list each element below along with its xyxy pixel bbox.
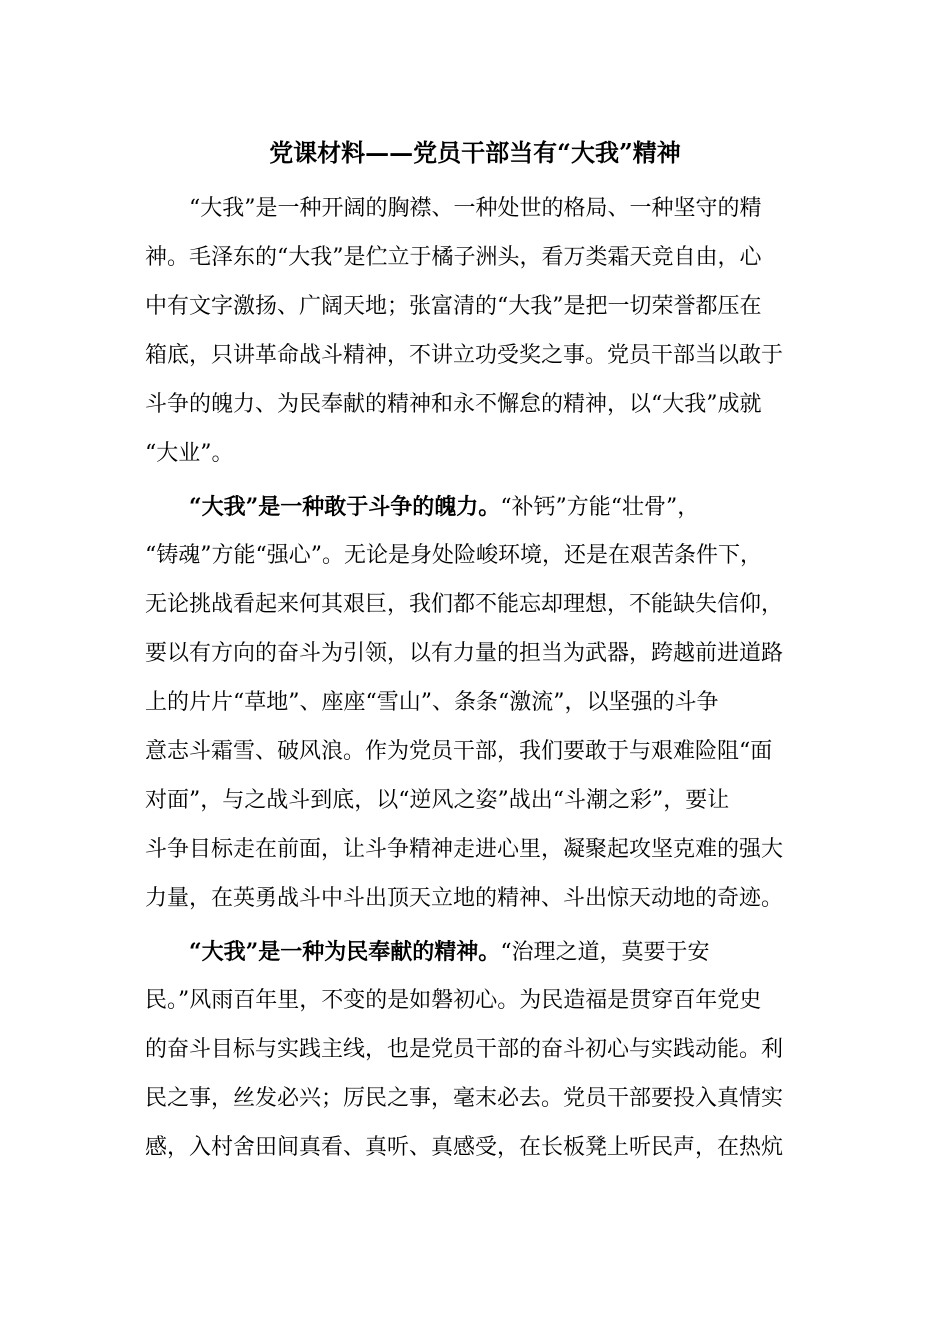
- paragraph-line: [189, 937, 710, 968]
- paragraph-line: 的奋斗目标与实践主线，也是党员干部的奋斗初心与实践动能。利: [145, 1037, 784, 1062]
- paragraph-line: “大业”。: [145, 441, 234, 466]
- document-title: 党课材料——党员干部当有“大我”精神: [269, 138, 681, 167]
- paragraph-line: 神。毛泽东的“大我”是伫立于橘子洲头，看万类霜天竞自由，心: [145, 245, 762, 270]
- paragraph-line: 斗争目标走在前面，让斗争精神走进心里，凝聚起攻坚克难的强大: [145, 837, 784, 862]
- paragraph-line: 斗争的魄力、为民奉献的精神和永不懈怠的精神，以“大我”成就: [145, 392, 762, 417]
- paragraph-line: “铸魂”方能“强心”。无论是身处险峻环境，还是在艰苦条件下，: [145, 543, 762, 568]
- paragraph-line: 上的片片“草地”、座座“雪山”、条条“激流”，以坚强的斗争: [145, 690, 719, 715]
- paragraph-line: 力量，在英勇战斗中斗出顶天立地的精神、斗出惊天动地的奇迹。: [145, 886, 784, 911]
- paragraph-line-text: “补钙”方能“壮骨”，: [500, 495, 700, 520]
- paragraph-line: 意志斗霜雪、破风浪。作为党员干部，我们要敢于与艰难险阻“面: [145, 739, 773, 764]
- paragraph-line: 中有文字激扬、广阔天地；张富清的“大我”是把一切荣誉都压在: [145, 294, 762, 319]
- paragraph-line: [189, 492, 699, 523]
- paragraph-heading: “大我”是一种敢于斗争的魄力。: [189, 494, 501, 520]
- paragraph-line: 民之事，丝发必兴；厉民之事，毫末必去。党员干部要投入真情实: [145, 1086, 784, 1111]
- paragraph-line: 感，入村舍田间真看、真听、真感受，在长板凳上听民声，在热炕: [145, 1135, 784, 1160]
- paragraph-heading: “大我”是一种为民奉献的精神。: [189, 939, 501, 965]
- paragraph-line: 民。”风雨百年里，不变的是如磐初心。为民造福是贯穿百年党史: [145, 988, 762, 1013]
- paragraph-line: 对面”，与之战斗到底，以“逆风之姿”战出“斗潮之彩”，要让: [145, 788, 730, 813]
- paragraph-line: “大我”是一种开阔的胸襟、一种处世的格局、一种坚守的精: [189, 196, 762, 221]
- paragraph-line-text: “治理之道，莫要于安: [500, 940, 710, 965]
- paragraph-line: 无论挑战看起来何其艰巨，我们都不能忘却理想，不能缺失信仰，: [145, 592, 784, 617]
- paragraph-line: 箱底，只讲革命战斗精神，不讲立功受奖之事。党员干部当以敢于: [145, 343, 784, 368]
- paragraph-line: 要以有方向的奋斗为引领，以有力量的担当为武器，跨越前进道路: [145, 641, 784, 666]
